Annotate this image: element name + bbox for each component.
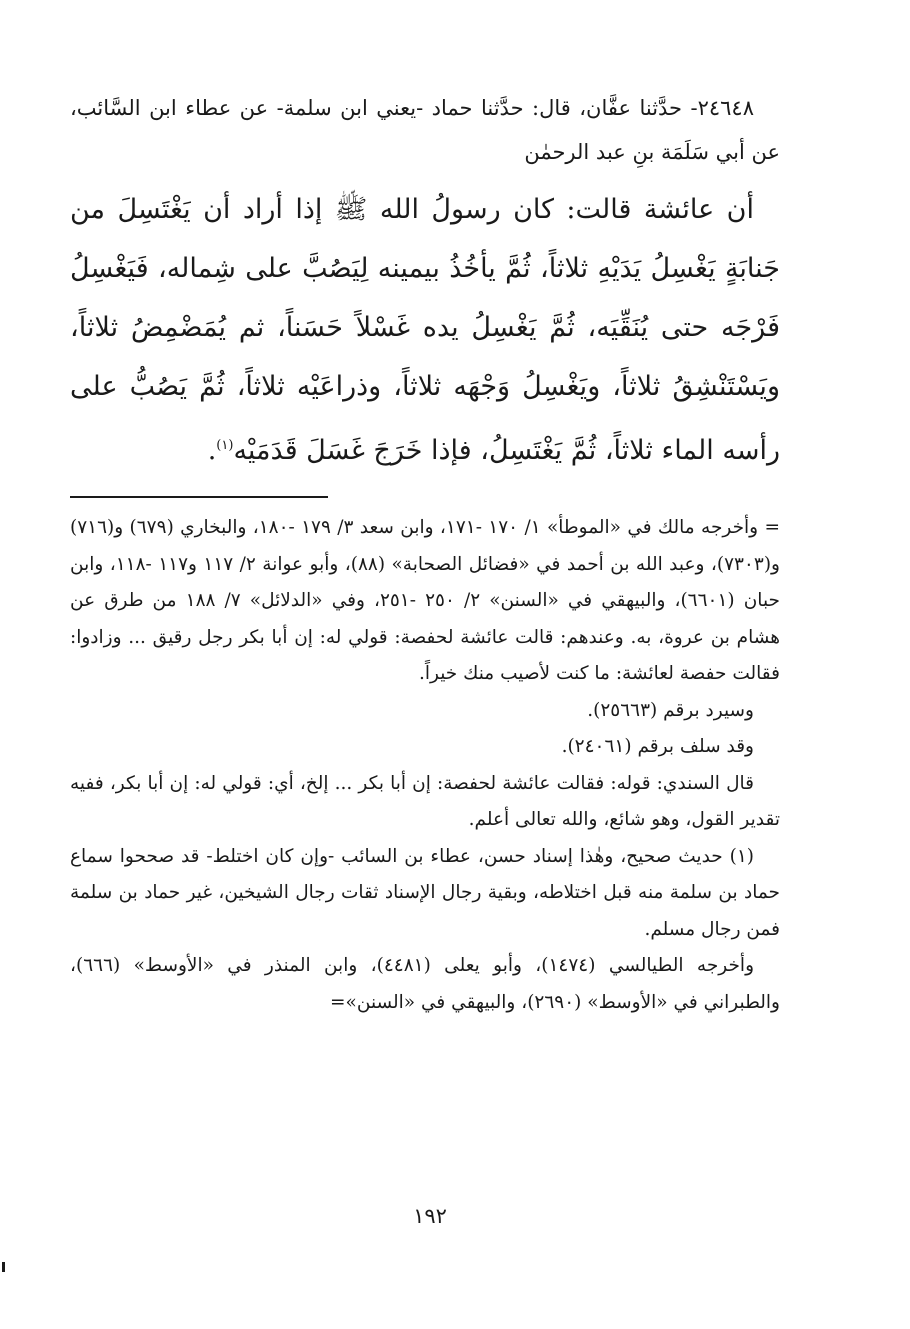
hadith-matn-text: أن عائشة قالت: كان رسولُ الله ﷺ إذا أراد أن يَغْتَسِلَ من جَنابَةٍ يَغْسِلُ يَدَيْهِ ثلاثاً، ثُمَّ يأخُذُ بيمينه لِيَصُبَّ على شِماله، فَيَغْسِلُ فَرْجَه حتى يُنَقِّيَه، ثُمَّ يَغْسِلُ يده غَسْلاً حَسَناً، ثم يُمَضْمِضُ ثلاثاً، ويَسْتَنْشِقُ ثلاثاً، ويَغْسِلُ وَجْهَه ثلاثاً، وذراعَيْه ثلاثاً، ثُمَّ يَصُبُّ على رأسه الماء ثلاثاً، ثُمَّ يَغْتَسِلُ، فإذا خَرَجَ غَسَلَ قَدَمَيْه (70, 194, 780, 466)
hadith-matn-end: . (207, 435, 217, 466)
footnote-see: وسيرد برقم (٢٥٦٦٣). (587, 699, 754, 721)
footnote-previous: وقد سلف برقم (٢٤٠٦١). (561, 736, 754, 757)
scan-mark (2, 1262, 5, 1272)
footnote-continued: = وأخرجه مالك في «الموطأ» ١/ ١٧٠ -١٧١، وابن سعد ٣/ ١٧٩ -١٨٠، والبخاري (٦٧٩) و(٧١٦) و(٧٣٠٣)، وعبد الله بن أحمد في «فضائل الصحابة» (٨٨)، وأبو عوانة ٢/ ١١٧ و١١٧ -١١٨، وابن حبان (٦٦٠١)، والبيهقي في «السنن» ٢/ ٢٥٠ -٢٥١، وفي «الدلائل» ٧/ ١٨٨ من طرق عن هشام بن عروة، به. وعندهم: قالت عائشة لحفصة: قولي له: إن أبا بكر رجل رقيق ... وزادوا: فقالت حفصة لعائشة: ما كنت لأصيب منك خيراً. (70, 517, 780, 684)
footnote-marker[interactable]: (١) (216, 438, 234, 453)
hadith-matn (70, 180, 780, 480)
footnote-1: (١) حديث صحيح، وهٰذا إسناد حسن، عطاء بن السائب -وإن كان اختلط- قد صححوا سماع حماد بن سلمة منه قبل اختلاطه، وبقية رجال الإسناد ثقات رجال الشيخين، غير حماد بن سلمة فمن رجال مسلم. (70, 845, 780, 940)
hadith-isnad: ٢٤٦٤٨- حدَّثنا عفَّان، قال: حدَّثنا حماد -يعني ابن سلمة- عن عطاء ابن السَّائب، عن أبي سَلَمَة بنِ عبد الرحمٰن (70, 96, 780, 164)
footnote-divider (70, 496, 328, 498)
page-number: ١٩٢ (413, 1204, 447, 1228)
page-body (70, 86, 780, 1021)
footnote-sindi: قال السندي: قوله: فقالت عائشة لحفصة: إن أبا بكر ... إلخ، أي: قولي له: إن أبا بكر، ففيه تقدير القول، وهو شائع، والله تعالى أعلم. (70, 772, 780, 830)
footnotes (70, 510, 780, 1021)
footnote-takhrij: وأخرجه الطيالسي (١٤٧٤)، وأبو يعلى (٤٤٨١)، وابن المنذر في «الأوسط» (٦٦٦)، والطبراني في «الأوسط» (٢٦٩٠)، والبيهقي في «السنن»= (70, 955, 780, 1013)
